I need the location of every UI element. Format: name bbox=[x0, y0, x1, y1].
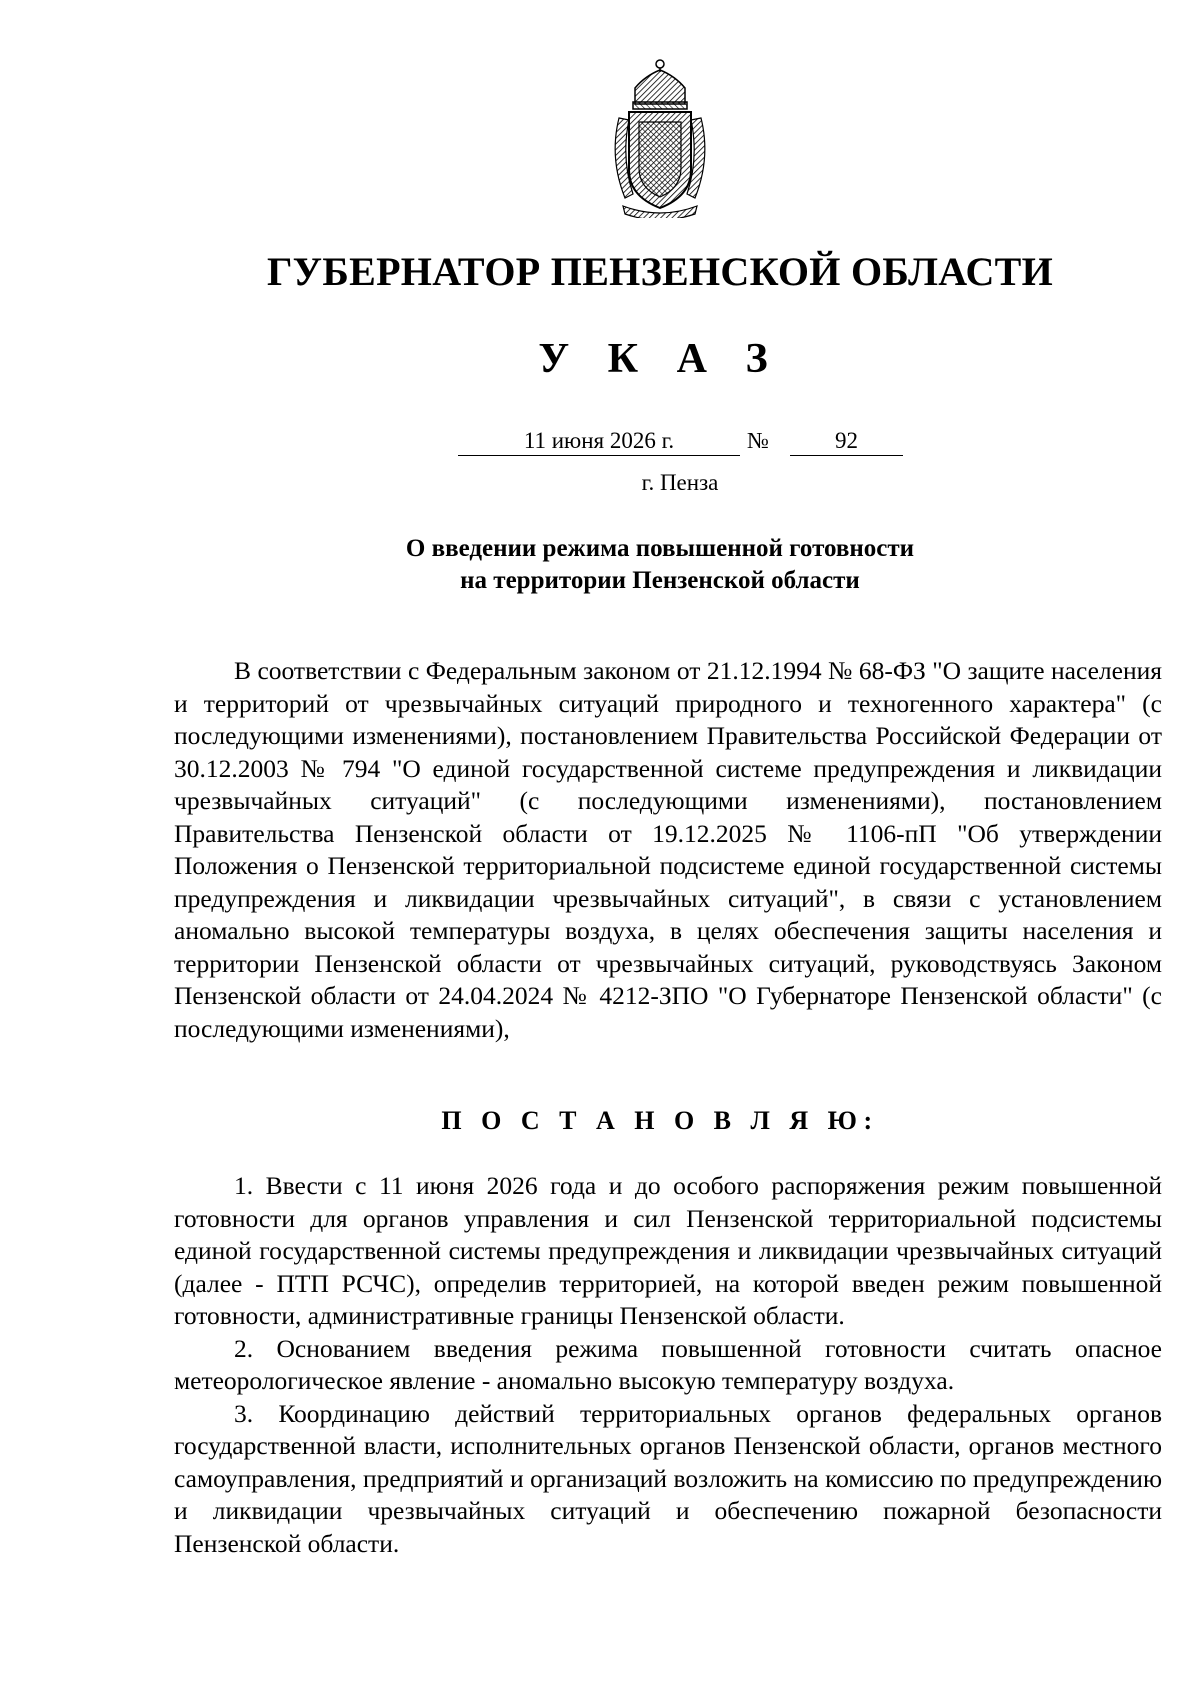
document-number: 92 bbox=[790, 427, 903, 456]
subject-line: О введении режима повышенной готовности bbox=[405, 535, 915, 562]
issuing-authority-heading: ГУБЕРНАТОР ПЕНЗЕНСКОЙ ОБЛАСТИ bbox=[266, 249, 1054, 294]
document-type-heading: У К А З bbox=[538, 336, 782, 382]
document-date: 11 июня 2026 г. bbox=[458, 427, 740, 456]
preamble-paragraph: В соответствии с Федеральным законом от 21.12.1994 № 68-ФЗ "О защите населения и территорий от чрезвычайных ситуаций природного и техногенного характера" (с последующими изменениями), постановлением Правительства Российской Федерации от 30.12.2003 № 794 "О единой государственной системе предупреждения и ликвидации чрезвычайных ситуаций" (с последующими изменениями), постановлением Правительства Пензенской области от 19.12.2025 № 1106-пП "Об утверждении Положения о Пензенской территориальной подсистеме единой государственной системы предупреждения и ликвидации чрезвычайных ситуаций", в связи с установлением аномально высокой температуры воздуха, в целях обеспечения защиты населения и территории Пензенской области от чрезвычайных ситуаций, руководствуясь Законом Пензенской области от 24.04.2024 № 4212-ЗПО "О Губернаторе Пензенской области" (с последующими изменениями), bbox=[174, 656, 1162, 1043]
preamble-block bbox=[174, 655, 1162, 1045]
decree-points bbox=[174, 1170, 1162, 1560]
number-sign: № bbox=[747, 428, 769, 453]
subject-line: на территории Пензенской области bbox=[460, 567, 860, 594]
coat-of-arms-emblem bbox=[605, 58, 715, 218]
decree-point: 1. Ввести с 11 июня 2026 года и до особого распоряжения режим повышенной готовности для органов управления и сил Пензенской территориальной подсистемы единой государственной системы предупреждения и ликвидации чрезвычайных ситуаций (далее - ПТП РСЧС), определив территорией, на которой введен режим повышенной готовности, административные границы Пензенской области. bbox=[174, 1171, 1162, 1330]
document-subject bbox=[0, 533, 1200, 597]
decree-point: 2. Основанием введения режима повышенной готовности считать опасное метеорологическое явление - аномально высокую температуру воздуха. bbox=[174, 1333, 1162, 1395]
decree-point: 3. Координацию действий территориальных органов федеральных органов государственной власти, исполнительных органов Пензенской области, органов местного самоуправления, предприятий и организаций возложить на комиссию по предупреждению и ликвидации чрезвычайных ситуаций и обеспечению пожарной безопасности Пензенской области. bbox=[174, 1398, 1162, 1558]
decree-heading: П О С Т А Н О В Л Я Ю: bbox=[441, 1106, 879, 1135]
issue-city: г. Пенза bbox=[641, 470, 719, 495]
